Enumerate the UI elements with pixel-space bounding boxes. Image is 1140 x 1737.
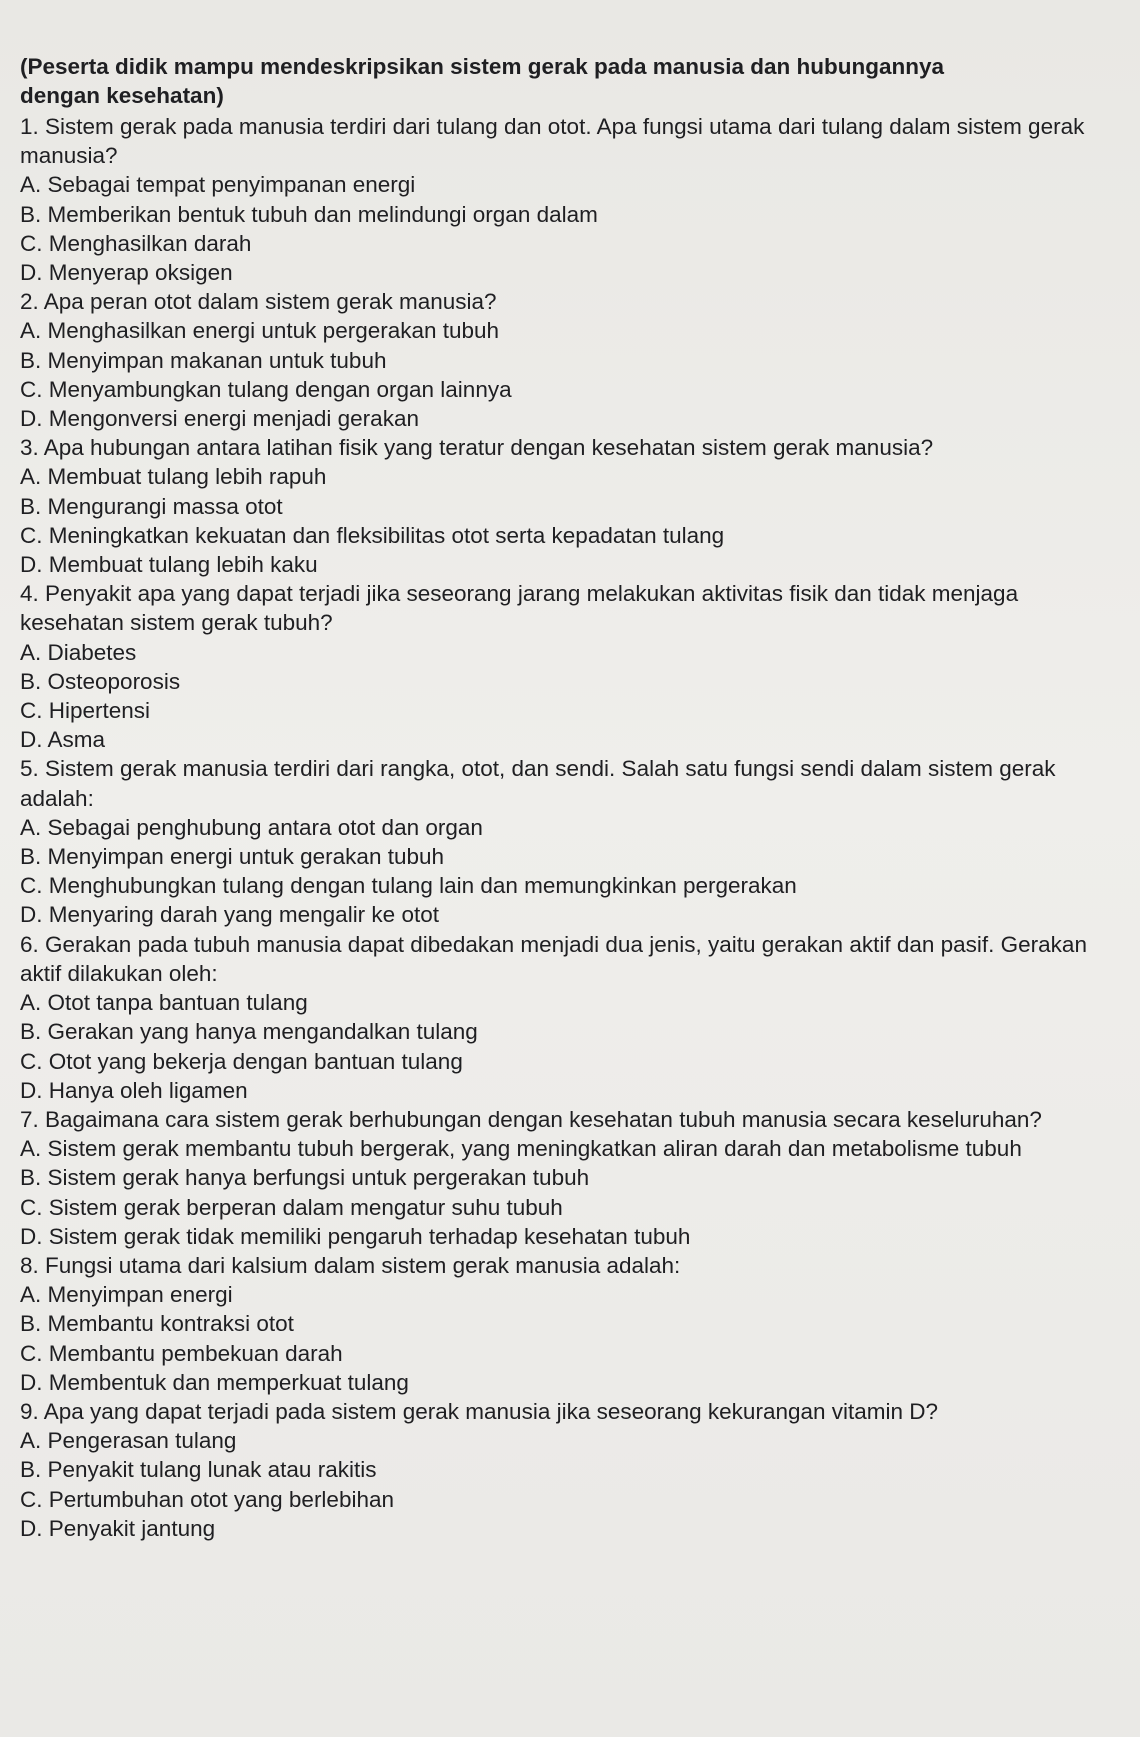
option-b: B. Penyakit tulang lunak atau rakitis	[20, 1457, 377, 1483]
question-8	[18, 1251, 1100, 1397]
option-b: B. Osteoporosis	[20, 668, 181, 694]
option-b: B. Gerakan yang hanya mengandalkan tulang	[20, 1019, 478, 1045]
option-c: C. Meningkatkan kekuatan dan fleksibilitas otot serta kepadatan tulang	[20, 522, 725, 548]
option-a: A. Sebagai penghubung antara otot dan organ	[20, 814, 483, 840]
question-text: 9. Apa yang dapat terjadi pada sistem gerak manusia jika seseorang kekurangan vitamin D?	[20, 1398, 939, 1424]
option-a: A. Sebagai tempat penyimpanan energi	[20, 172, 416, 198]
option-d: D. Menyaring darah yang mengalir ke otot	[20, 902, 439, 928]
option-a: A. Menghasilkan energi untuk pergerakan tubuh	[20, 318, 500, 344]
question-5	[18, 754, 1100, 929]
option-b: B. Memberikan bentuk tubuh dan melindungi organ dalam	[20, 201, 598, 227]
option-d: D. Mengonversi energi menjadi gerakan	[20, 406, 419, 432]
option-c: C. Sistem gerak berperan dalam mengatur suhu tubuh	[20, 1194, 563, 1220]
question-4	[18, 579, 1100, 754]
option-d: D. Membentuk dan memperkuat tulang	[20, 1369, 409, 1395]
option-a: A. Membuat tulang lebih rapuh	[20, 464, 327, 490]
question-text: 3. Apa hubungan antara latihan fisik yang teratur dengan kesehatan sistem gerak manusia?	[20, 435, 934, 461]
option-d: D. Membuat tulang lebih kaku	[20, 552, 318, 578]
option-c: C. Pertumbuhan otot yang berlebihan	[20, 1486, 394, 1512]
option-c: C. Membantu pembekuan darah	[20, 1340, 343, 1366]
option-b: B. Membantu kontraksi otot	[20, 1311, 294, 1337]
option-c: C. Menghasilkan darah	[20, 230, 252, 256]
question-text: 7. Bagaimana cara sistem gerak berhubungan dengan kesehatan tubuh manusia secara keseluruhan?	[20, 1106, 1042, 1132]
question-2	[18, 287, 1100, 433]
option-b: B. Menyimpan makanan untuk tubuh	[20, 347, 387, 373]
option-d: D. Menyerap oksigen	[20, 260, 233, 286]
option-b: B. Mengurangi massa otot	[20, 493, 283, 519]
question-text: 2. Apa peran otot dalam sistem gerak manusia?	[20, 289, 497, 315]
question-text: 4. Penyakit apa yang dapat terjadi jika seseorang jarang melakukan aktivitas fisik dan tidak menjaga kesehatan sistem gerak tubuh?	[20, 581, 1019, 636]
option-c: C. Hipertensi	[20, 698, 151, 724]
question-text: 6. Gerakan pada tubuh manusia dapat dibedakan menjadi dua jenis, yaitu gerakan aktif dan pasif. Gerakan aktif dilakukan oleh:	[20, 931, 1087, 986]
option-d: D. Sistem gerak tidak memiliki pengaruh terhadap kesehatan tubuh	[20, 1223, 691, 1249]
option-a: A. Otot tanpa bantuan tulang	[20, 990, 308, 1016]
question-3	[18, 433, 1100, 579]
question-text: 8. Fungsi utama dari kalsium dalam sistem gerak manusia adalah:	[20, 1252, 681, 1278]
question-7	[18, 1105, 1100, 1251]
option-c: C. Menghubungkan tulang dengan tulang lain dan memungkinkan pergerakan	[20, 873, 797, 899]
question-list	[18, 112, 1100, 1543]
question-text: 5. Sistem gerak manusia terdiri dari rangka, otot, dan sendi. Salah satu fungsi sendi dalam sistem gerak adalah:	[20, 756, 1056, 811]
worksheet-header: (Peserta didik mampu mendeskripsikan sistem gerak pada manusia dan hubungannya dengan kesehatan)	[20, 54, 945, 108]
option-b: B. Sistem gerak hanya berfungsi untuk pergerakan tubuh	[20, 1165, 590, 1191]
option-a: A. Pengerasan tulang	[20, 1428, 237, 1454]
question-text: 1. Sistem gerak pada manusia terdiri dari tulang dan otot. Apa fungsi utama dari tulang dalam sistem gerak manusia?	[20, 114, 1085, 169]
option-d: D. Penyakit jantung	[20, 1515, 216, 1541]
option-a: A. Sistem gerak membantu tubuh bergerak, yang meningkatkan aliran darah dan metabolisme tubuh	[20, 1136, 1022, 1162]
question-1	[18, 112, 1100, 287]
question-9	[18, 1397, 1100, 1543]
option-a: A. Menyimpan energi	[20, 1282, 233, 1308]
option-c: C. Otot yang bekerja dengan bantuan tulang	[20, 1048, 463, 1074]
option-a: A. Diabetes	[20, 639, 137, 665]
option-d: D. Asma	[20, 727, 106, 753]
question-6	[18, 930, 1100, 1105]
option-c: C. Menyambungkan tulang dengan organ lainnya	[20, 376, 512, 402]
option-b: B. Menyimpan energi untuk gerakan tubuh	[20, 844, 445, 870]
option-d: D. Hanya oleh ligamen	[20, 1077, 248, 1103]
